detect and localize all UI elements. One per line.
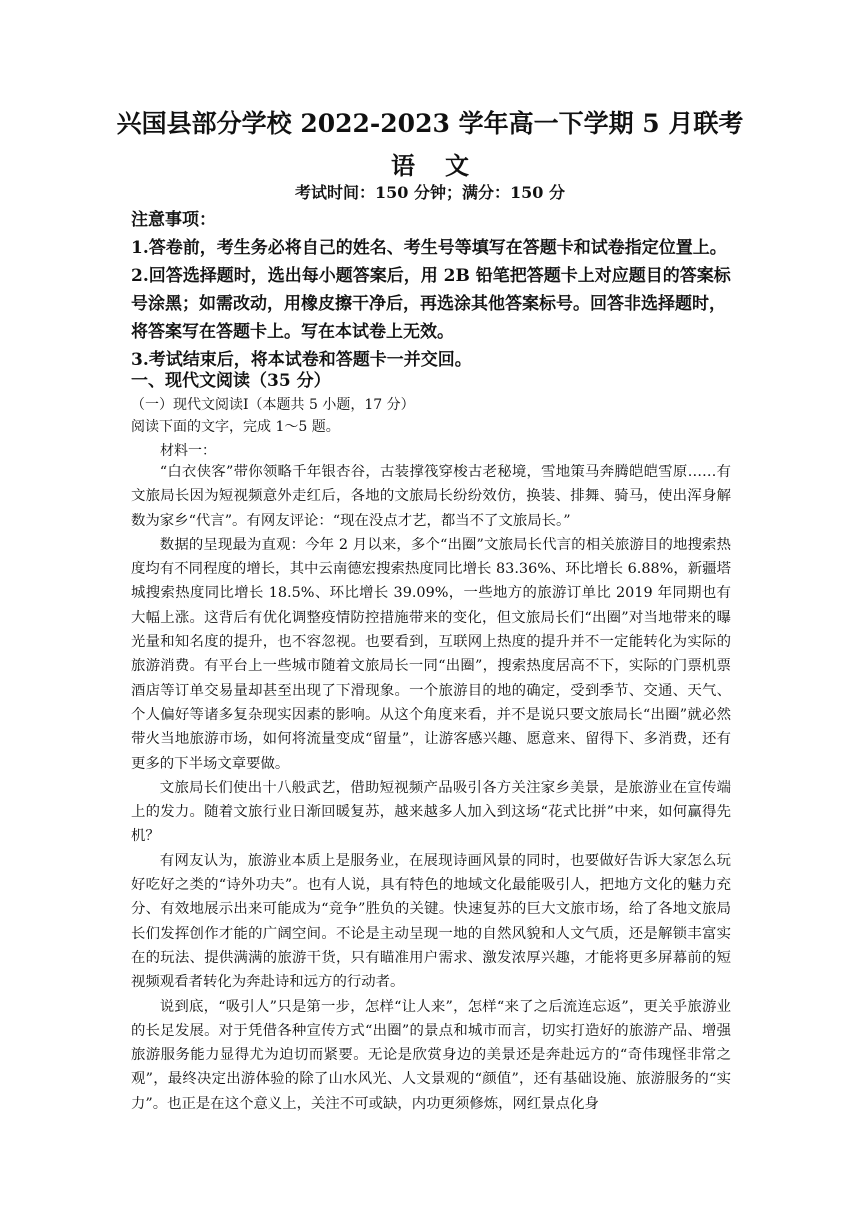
note-item: 2.回答选择题时，选出每小题答案后，用 2B 铅笔把答题卡上对应题目的答案标号涂黑；如需改动，用橡皮擦干净后，再选涂其他答案标号。回答非选择题时，将答案写在答题卡上。写在本试卷上无效。 <box>131 266 731 342</box>
notes-section <box>131 206 731 374</box>
reading-passage <box>131 460 731 1116</box>
material-label: 材料一： <box>160 443 216 459</box>
passage-paragraph: 数据的呈现最为直观：今年 2 月以来，多个“出圈”文旅局长代言的相关旅游目的地搜索热度均有不同程度的增长，其中云南德宏搜索热度同比增长 83.36%、环比增长 6.88%，新疆塔城搜索热度同比增长 18.5%、环比增长 39.09%，一些地方的旅游订单比 2019 年同期也有大幅上涨。这背后有优化调整疫情防控措施带来的变化，但文旅局长们“出圈”对当地带来的曝光量和知名度的提升，也不容忽视。也要看到，互联网上热度的提升并不一定能转化为实际的旅游消费。有平台上一些城市随着文旅局长一同“出圈”，搜索热度居高不下，实际的门票机票酒店等订单交易量却甚至出现了下滑现象。一个旅游目的地的确定，受到季节、交通、天气、个人偏好等诸多复杂现实因素的影响。从这个角度来看，并不是说只要文旅局长“出圈”就必然带火当地旅游市场，如何将流量变成“留量”，让游客感兴趣、愿意来、留得下、多消费，还有更多的下半场文章要做。 <box>131 536 731 772</box>
passage-paragraph: “白衣侠客”带你领略千年银杏谷，古装撑筏穿梭古老秘境，雪地策马奔腾皑皑雪原……有文旅局长因为短视频意外走红后，各地的文旅局长纷纷效仿，换装、排舞、骑马，使出浑身解数为家乡“代言”。有网友评论：“现在没点才艺，都当不了文旅局长。” <box>131 464 731 529</box>
passage-paragraph: 文旅局长们使出十八般武艺，借助短视频产品吸引各方关注家乡美景，是旅游业在宣传端上的发力。随着文旅行业日渐回暖复苏，越来越多人加入到这场“花式比拼”中来，如何赢得先机？ <box>131 779 731 845</box>
subject-title: 语文 <box>391 151 499 180</box>
section-heading: 一、现代文阅读（35 分） <box>131 371 331 391</box>
section-subheading: （一）现代文阅读Ⅰ（本题共 5 小题，17 分） <box>131 397 415 413</box>
exam-info: 考试时间：150 分钟；满分：150 分 <box>295 183 565 202</box>
note-item: 1.答卷前，考生务必将自己的姓名、考生号等填写在答题卡和试卷指定位置上。 <box>131 238 727 258</box>
passage-paragraph: 说到底，“吸引人”只是第一步，怎样“让人来”，怎样“来了之后流连忘返”，更关乎旅游业的长足发展。对于凭借各种宣传方式“出圈”的景点和城市而言，切实打造好的旅游产品、增强旅游服务能力显得尤为迫切而紧要。无论是欣赏身边的美景还是奔赴远方的“奇伟瑰怪非常之观”，最终决定出游体验的除了山水风光、人文景观的“颜值”，还有基础设施、旅游服务的“实力”。也正是在这个意义上，关注不可或缺，内功更须修炼，网红景点化身 <box>131 998 731 1112</box>
notes-heading: 注意事项： <box>131 210 216 230</box>
note-item: 3.考试结束后，将本试卷和答题卡一并交回。 <box>131 350 472 370</box>
page-title: 兴国县部分学校 2022-2023 学年高一下学期 5 月联考 <box>116 109 744 138</box>
passage-paragraph: 有网友认为，旅游业本质上是服务业，在展现诗画风景的同时，也要做好告诉大家怎么玩好吃好之类的“诗外功夫”。也有人说，具有特色的地域文化最能吸引人，把地方文化的魅力充分、有效地展示出来可能成为“竞争”胜负的关键。快速复苏的巨大文旅市场，给了各地文旅局长们发挥创作才能的广阔空间。不论是主动呈现一地的自然风貌和人文气质，还是解锁丰富实在的玩法、提供满满的旅游干货，只有瞄准用户需求、激发浓厚兴趣，才能将更多屏幕前的短视频观看者转化为奔赴诗和远方的行动者。 <box>131 852 731 991</box>
section-instruction: 阅读下面的文字，完成 1～5 题。 <box>131 419 340 435</box>
